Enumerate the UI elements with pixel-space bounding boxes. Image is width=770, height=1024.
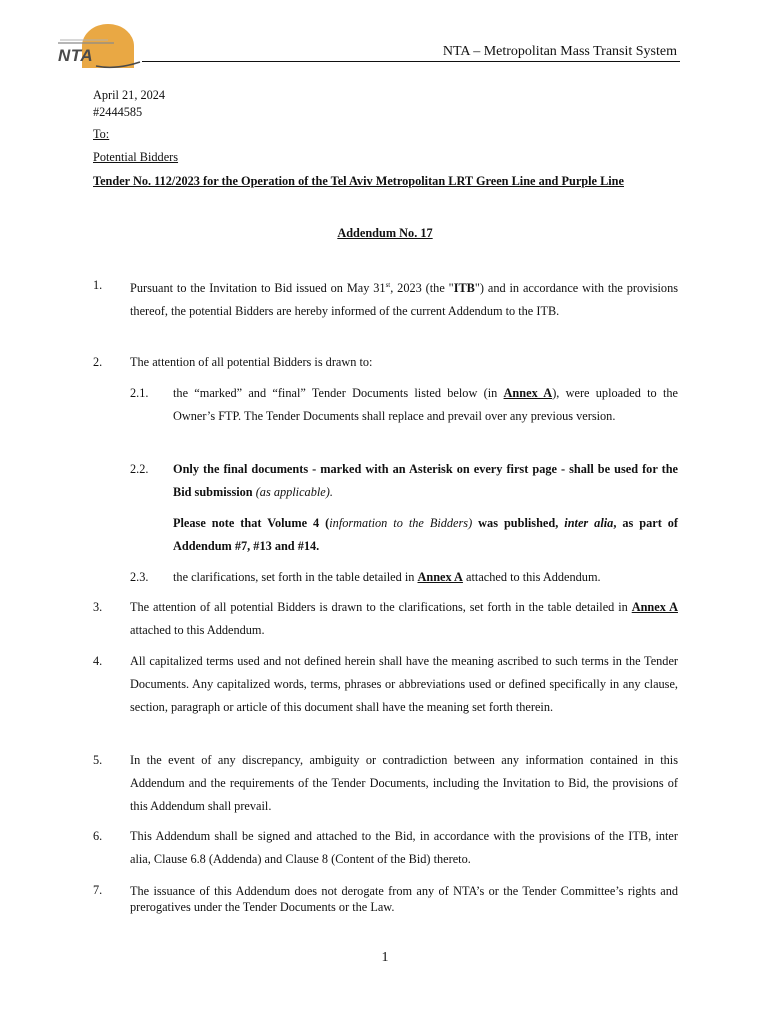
item-number-2-3: 2.3. (130, 570, 149, 584)
reference-number: #2444585 (93, 105, 143, 119)
p22c-a: Please note that Volume 4 ( (173, 516, 330, 530)
addendum-title (0, 226, 770, 241)
p3-b: attached to this Addendum. (130, 623, 265, 637)
item-number-6: 6. (93, 829, 103, 843)
item-number-4: 4. (93, 654, 103, 668)
p21-a: the “marked” and “final” Tender Documents listed below (in (173, 386, 504, 400)
annex-a-ref-2: Annex A (417, 570, 463, 584)
item-number-5: 5. (93, 753, 103, 767)
paragraph-4: All capitalized terms used and not defined herein shall have the meaning ascribed to such terms in the Tender Documents. Any capitalized words, terms, phrases or abbreviations used or defined specifically in any clause, section, paragraph or article of this document shall have the meaning set forth therein. (130, 654, 678, 714)
p22-b: (as applicable). (252, 485, 333, 499)
addendum-title-text: Addendum No. 17 (337, 226, 433, 240)
p22-a: Only the final documents - marked with an Asterisk on every first page - shall be used for the Bid submission (173, 462, 678, 499)
p22c-c: was published, (472, 516, 565, 530)
paragraph-2-1 (173, 382, 678, 428)
subject-line (93, 173, 679, 189)
p3-a: The attention of all potential Bidders is drawn to the clarifications, set forth in the table detailed in (130, 600, 632, 614)
item-number-2-2: 2.2. (130, 462, 149, 476)
paragraph-2-2-note (173, 512, 678, 558)
p22c-d: inter alia (564, 516, 614, 530)
paragraph-3 (130, 596, 678, 642)
p23-b: attached to this Addendum. (462, 570, 601, 584)
header-rule (142, 61, 680, 62)
nta-logo (56, 22, 142, 70)
item-number-2: 2. (93, 355, 103, 369)
page-number: 1 (381, 950, 389, 965)
paragraph-6: This Addendum shall be signed and attached to the Bid, in accordance with the provisions of the ITB, inter alia, Clause 6.8 (Addenda) and Clause 8 (Content of the Bid) thereto. (130, 829, 678, 866)
annex-a-ref-3: Annex A (631, 600, 678, 614)
p1-sup: st (385, 281, 391, 289)
to-text: To: (93, 127, 110, 141)
paragraph-2-3 (173, 566, 678, 589)
annex-a-ref-1: Annex A (503, 386, 553, 400)
letter-date: April 21, 2024 (93, 88, 166, 102)
item-number-1: 1. (93, 278, 103, 292)
p1-a: Pursuant to the Invitation to Bid issued on May 31 (130, 281, 386, 296)
p23-a: the clarifications, set forth in the table detailed in (173, 570, 418, 584)
subject-text: Tender No. 112/2023 for the Operation of the Tel Aviv Metropolitan LRT Green Line and Purple Line (93, 174, 624, 188)
recipient-line (93, 150, 178, 165)
logo-text: NTA (58, 46, 94, 65)
p1-itb: ITB (453, 281, 475, 296)
recipient: Potential Bidders (93, 150, 179, 164)
paragraph-1 (130, 274, 678, 323)
header-title: NTA – Metropolitan Mass Transit System (442, 44, 677, 59)
p21-b: ), were uploaded to the Owner’s FTP. The Tender Documents shall replace and prevail over any previous version. (173, 386, 678, 423)
item-number-7: 7. (93, 883, 103, 897)
item-number-3: 3. (93, 600, 103, 614)
p22c-b: information to the Bidders) (329, 516, 473, 530)
p22c-e: , as part of Addendum #7, #13 and #14. (173, 516, 679, 553)
paragraph-5: In the event of any discrepancy, ambiguity or contradiction between any information contained in this Addendum and the requirements of the Tender Documents, including the Invitation to Bid, the provisions of this Addendum shall prevail. (130, 753, 678, 813)
paragraph-2: The attention of all potential Bidders is drawn to: (130, 355, 373, 369)
paragraph-2-2 (173, 458, 678, 504)
paragraph-7: The issuance of this Addendum does not derogate from any of NTA’s or the Tender Committee’s rights and prerogatives under the Tender Documents or the Law. (130, 884, 678, 914)
p1-b: , 2023 (the " (390, 281, 454, 296)
to-label (93, 127, 109, 142)
p1-c: ") and in accordance with the provisions thereof, the potential Bidders are hereby informed of the current Addendum to the ITB. (130, 281, 679, 319)
item-number-2-1: 2.1. (130, 386, 149, 400)
